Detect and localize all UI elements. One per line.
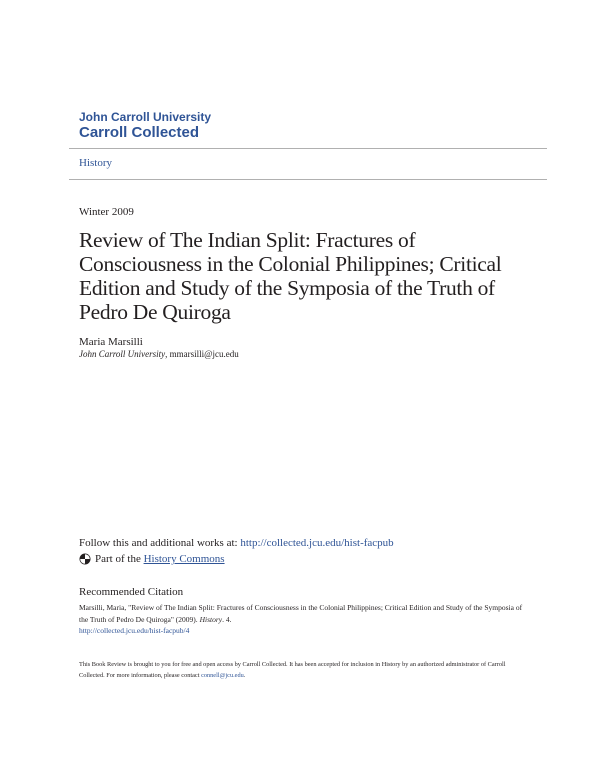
divider-bottom bbox=[69, 179, 547, 180]
contact-email-link[interactable]: connell@jcu.edu bbox=[201, 672, 244, 679]
collection-url-link[interactable]: http://collected.jcu.edu/hist-facpub bbox=[240, 537, 394, 549]
university-name[interactable]: John Carroll University bbox=[79, 110, 212, 124]
institution-header bbox=[79, 110, 211, 142]
citation-journal: History bbox=[199, 614, 223, 624]
network-commons-icon bbox=[79, 553, 91, 565]
department-link[interactable]: History bbox=[79, 157, 112, 169]
author-affiliation bbox=[79, 349, 239, 359]
follow-text: Follow this and additional works at: bbox=[79, 537, 238, 549]
author-email: mmarsilli@jcu.edu bbox=[169, 349, 239, 359]
part-of-text: Part of the bbox=[95, 553, 141, 565]
article-title: Review of The Indian Split: Fractures of Consciousness in the Colonial Philippines; Critical Edition and Study of the Symposia of the Truth of Pedro De Quiroga bbox=[79, 228, 502, 324]
publication-date: Winter 2009 bbox=[79, 206, 134, 218]
citation-url-link[interactable]: http://collected.jcu.edu/hist-facpub/4 bbox=[79, 626, 190, 635]
notice-end: . bbox=[243, 672, 246, 679]
affiliation-institution: John Carroll University bbox=[79, 349, 166, 359]
author-name: Maria Marsilli bbox=[79, 336, 143, 348]
citation-body bbox=[79, 602, 529, 637]
access-notice bbox=[79, 659, 529, 681]
part-of-line bbox=[79, 553, 225, 565]
divider-top bbox=[69, 148, 547, 149]
notice-text: This Book Review is brought to you for free and open access by Carroll Collected. It has been accepted for inclusion in History by an authorized administrator of Carroll Collected. For more information, please contact bbox=[79, 661, 506, 679]
follow-line bbox=[79, 537, 394, 549]
repository-name[interactable]: Carroll Collected bbox=[79, 124, 200, 141]
history-commons-link[interactable]: History Commons bbox=[143, 553, 225, 565]
citation-heading: Recommended Citation bbox=[79, 586, 184, 598]
affiliation-separator: , bbox=[165, 349, 170, 359]
citation-number: . 4. bbox=[222, 614, 232, 624]
citation-text: Marsilli, Maria, "Review of The Indian Split: Fractures of Consciousness in the Colonial Philippines; Critical Edition and Study of the Symposia of the Truth of Pedro De Quiroga" (2009). bbox=[79, 603, 523, 624]
